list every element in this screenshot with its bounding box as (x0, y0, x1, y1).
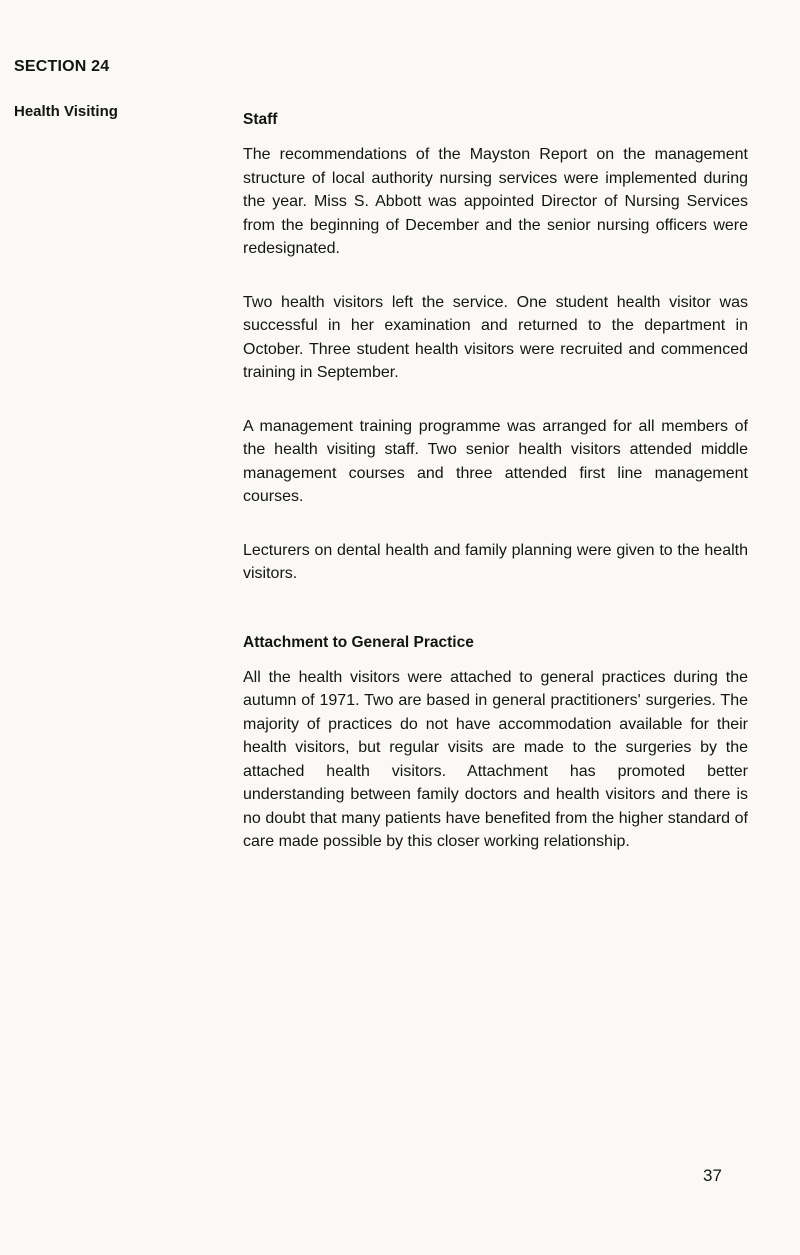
staff-paragraph-1: The recommendations of the Mayston Report on the management structure of local authority nursing services were implemented during the year. Miss S. Abbott was appointed Director of Nursing Services from the beginning of December and the senior nursing officers were redesignated. (243, 146, 748, 257)
staff-paragraph-3: A management training programme was arranged for all members of the health visiting staff. Two senior health visitors attended middle management courses and three attended first line management courses. (243, 417, 748, 505)
main-content (243, 111, 748, 884)
staff-heading: Staff (243, 111, 278, 128)
section-title: SECTION 24 (14, 58, 110, 75)
staff-paragraph-2: Two health visitors left the service. One student health visitor was successful in her examination and returned to the department in October. Three student health visitors were recruited and commenced training in September. (243, 293, 748, 381)
attachment-paragraph-1: All the health visitors were attached to general practices during the autumn of 1971. Two are based in general practitioners' surgeries. The majority of practices do not have accommodation available for their health visitors, but regular visits are made to the surgeries by the attached health visitors. Attachment has promoted better understanding between family doctors and health visitors and there is no doubt that many patients have benefited from the higher standard of care made possible by this closer working relationship. (243, 668, 748, 850)
attachment-heading: Attachment to General Practice (243, 633, 474, 651)
side-heading: Health Visiting (14, 103, 118, 120)
staff-paragraph-4: Lecturers on dental health and family planning were given to the health visitors. (243, 541, 748, 582)
page-number: 37 (703, 1166, 722, 1185)
